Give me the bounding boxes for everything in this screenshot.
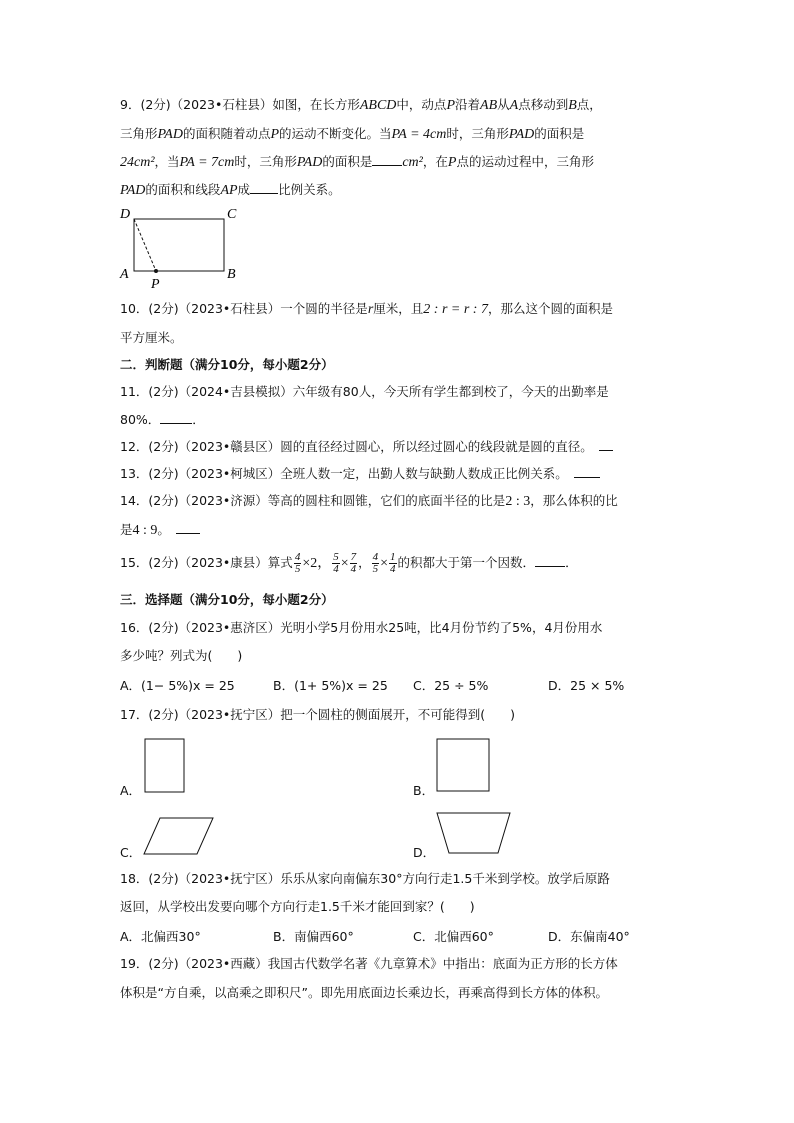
q11-line1: 11．(2分)（2024•吉县模拟）六年级有80人，今天所有学生都到校了，今天的出勤率是: [120, 384, 609, 399]
shape-rectangle: [145, 739, 184, 792]
q18-option-b[interactable]: B．南偏西60°: [273, 929, 354, 944]
q11-line2: 80%． ．: [120, 412, 205, 427]
q17-option-b[interactable]: B．: [413, 783, 435, 798]
q15-line: 15．(2分)（2023•康县）算式 $\frac{4}{5}$ ×2， $\frac{5}{4}$ × $\frac{7}{4}$ ， $\frac{4}{5}$ × $\frac{1}{4}$ 的积都大于第一个因数． ．: [120, 551, 578, 575]
label-c: C: [227, 207, 237, 222]
q18-option-c[interactable]: C．北偏西60°: [413, 929, 494, 944]
q13-line: 13．(2分)（2023•柯城区）全班人数一定，出勤人数与缺勤人数成正比例关系。: [120, 465, 680, 483]
q14-line2: 是4 : 9。: [120, 521, 680, 540]
fraction-4-5-b: $\frac{4}{5}$: [372, 551, 379, 575]
q9-line2: 三角形PAD的面积随着动点P的运动不断变化。当PA = 4cm时，三角形PAD的面积是: [120, 126, 585, 142]
q16-line1: 16．(2分)（2023•惠济区）光明小学5月份用水25吨，比4月份节约了5%，4月份用水: [120, 620, 603, 635]
q9-line4: PAD的面积和线段AP成 比例关系。: [120, 182, 341, 198]
fraction-1-4: $\frac{1}{4}$: [390, 551, 396, 575]
q18-option-d[interactable]: D．东偏南40°: [548, 929, 630, 944]
q10-line2: 平方厘米。: [120, 330, 183, 345]
fraction-7-4: $\frac{7}{4}$: [350, 551, 357, 575]
q16-option-a[interactable]: A．(1− 5%)x = 25: [120, 678, 235, 693]
q9-line3: 24cm²，当PA = 7cm时，三角形PAD的面积是 cm²，在P点的运动过程中，三角形: [120, 154, 594, 170]
shape-trapezoid: [437, 813, 510, 853]
label-b: B: [227, 267, 236, 282]
q12-line: 12．(2分)（2023•赣县区）圆的直径经过圆心，所以经过圆心的线段就是圆的直径。: [120, 438, 680, 456]
q9-line1: 9．(2分)（2023•石柱县）如图，在长方形ABCD中，动点P沿着AB从A点移动到B点，: [120, 97, 602, 113]
shape-parallelogram: [144, 818, 213, 854]
shape-square: [437, 739, 489, 791]
q18-line1: 18．(2分)（2023•抚宁区）乐乐从家向南偏东30°方向行走1.5千米到学校。放学后原路: [120, 871, 610, 886]
q10-line1: 10．(2分)（2023•石柱县）一个圆的半径是r厘米，且2 : r = r : 7，那么这个圆的面积是: [120, 301, 613, 317]
fraction-5-4: $\frac{5}{4}$: [333, 551, 339, 575]
q19-line1: 19．(2分)（2023•西藏）我国古代数学名著《九章算术》中指出：底面为正方形的长方体: [120, 956, 618, 971]
q16-line2: 多少吨？列式为( ): [120, 648, 243, 663]
q17-option-a[interactable]: A．: [120, 783, 142, 798]
q19-line2: 体积是“方自乘，以高乘之即积尺”。即先用底面边长乘边长，再乘高得到长方体的体积。: [120, 985, 608, 1000]
label-p: P: [151, 277, 160, 292]
q18-line2: 返回，从学校出发要向哪个方向行走1.5千米才能回到家？( ): [120, 899, 475, 914]
fraction-4-5: $\frac{4}{5}$: [294, 551, 301, 575]
q17-option-c[interactable]: C．: [120, 845, 142, 860]
section-heading-judgment: 二．判断题（满分10分，每小题2分）: [120, 357, 334, 372]
label-d: D: [120, 207, 131, 222]
q17-line1: 17．(2分)（2023•抚宁区）把一个圆柱的侧面展开，不可能得到( ): [120, 707, 516, 722]
section-heading-choice: 三．选择题（满分10分，每小题2分）: [120, 592, 334, 607]
q18-option-a[interactable]: A．北偏西30°: [120, 929, 201, 944]
q16-option-d[interactable]: D．25 × 5%: [548, 678, 625, 693]
q17-option-d[interactable]: D．: [413, 845, 436, 860]
q16-option-b[interactable]: B．(1+ 5%)x = 25: [273, 678, 388, 693]
q14-line1: 14．(2分)（2023•济源）等高的圆柱和圆锥，它们的底面半径的比是2 : 3，那么体积的比: [120, 493, 618, 509]
label-a: A: [120, 267, 129, 282]
q16-option-c[interactable]: C．25 ÷ 5%: [413, 678, 489, 693]
